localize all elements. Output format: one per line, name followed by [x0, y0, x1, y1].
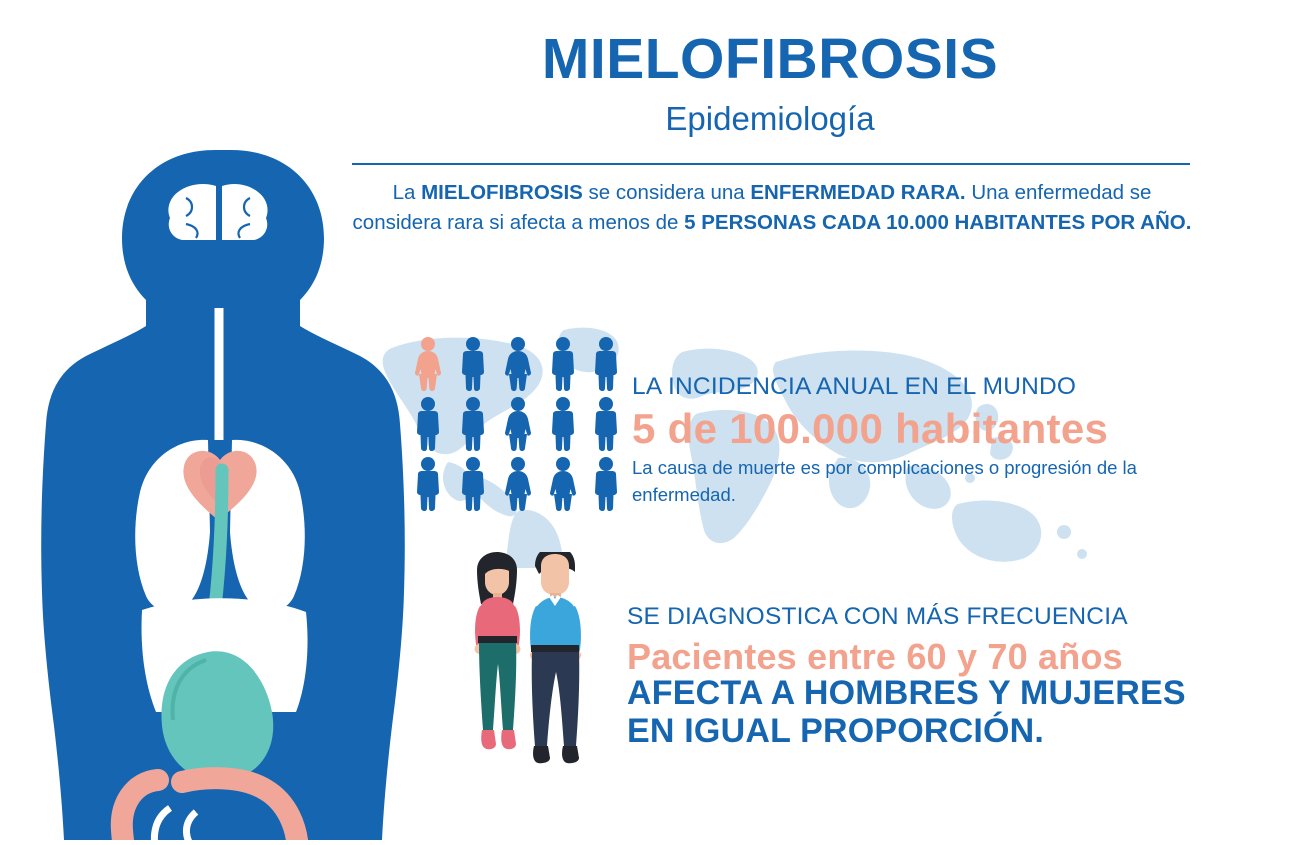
diagnosis-line-1: AFECTA A HOMBRES Y MUJERES — [627, 674, 1186, 712]
pictogram-figure — [595, 397, 617, 451]
people-pictogram — [414, 336, 624, 511]
intro-text-2: se considera una — [582, 181, 751, 204]
pictogram-figure — [462, 397, 484, 451]
pictogram-figure — [595, 337, 617, 391]
intro-bold-2: ENFERMEDAD RARA. — [750, 181, 966, 204]
intro-text-3: Una enfermedad se considera rara si afecta a menos de — [352, 181, 1152, 234]
intro-paragraph — [352, 178, 1192, 237]
page-title: MIELOFIBROSIS — [541, 27, 999, 91]
pictogram-figure — [505, 337, 531, 391]
header-divider — [352, 163, 1190, 165]
pictogram-figure — [462, 457, 484, 511]
man-figure — [530, 552, 581, 763]
incidence-note: La causa de muerte es por complicaciones o progresión de la enfermedad. — [632, 457, 1137, 505]
pictogram-figure — [550, 457, 576, 511]
woman-figure — [475, 552, 521, 749]
incidence-label: LA INCIDENCIA ANUAL EN EL MUNDO — [632, 373, 1077, 400]
pictogram-figure — [417, 397, 439, 451]
intro-text-1: La — [392, 181, 422, 204]
couple-illustration — [455, 552, 625, 802]
pictogram-figure — [552, 397, 574, 451]
intro-bold-3: 5 PERSONAS CADA 10.000 HABITANTES POR AÑO. — [684, 210, 1192, 234]
diagnosis-line-2: EN IGUAL PROPORCIÓN. — [627, 712, 1045, 750]
pictogram-figure-highlighted — [415, 337, 441, 391]
pictogram-figure — [505, 397, 531, 451]
incidence-value: 5 de 100.000 habitantes — [632, 405, 1109, 452]
diagnosis-label: SE DIAGNOSTICA CON MÁS FRECUENCIA — [627, 603, 1128, 630]
pictogram-figure — [552, 337, 574, 391]
page-subtitle: Epidemiología — [665, 100, 875, 137]
diagnosis-value: Pacientes entre 60 y 70 años — [627, 636, 1123, 677]
pictogram-figure — [505, 457, 531, 511]
pictogram-figure — [462, 337, 484, 391]
intro-bold-1: MIELOFIBROSIS — [421, 181, 583, 204]
pictogram-figure — [417, 457, 439, 511]
pictogram-figure — [595, 457, 617, 511]
